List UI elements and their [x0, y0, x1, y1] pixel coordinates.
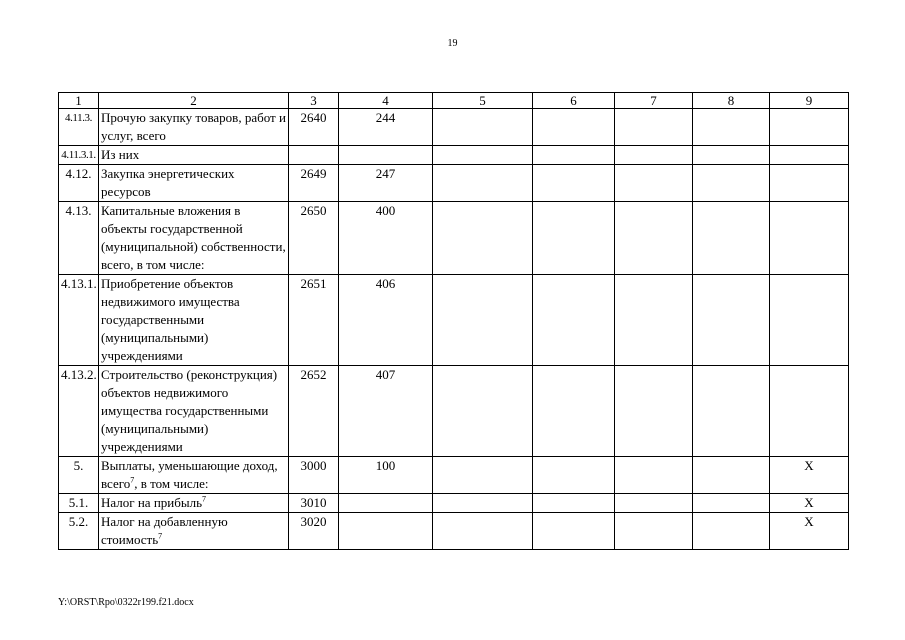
- row-name: [99, 109, 289, 146]
- header-cell: 8: [693, 93, 770, 109]
- value-cell: [433, 457, 533, 494]
- row-number: 4.13.1.: [59, 275, 99, 366]
- value-cell: [533, 146, 615, 165]
- table-body: [59, 109, 849, 550]
- value-cell: [693, 457, 770, 494]
- row-name: [99, 165, 289, 202]
- table-row: [59, 366, 849, 457]
- value-cell: [615, 146, 693, 165]
- value-cell: [533, 275, 615, 366]
- row-name: [99, 146, 289, 165]
- row-number: 4.11.3.1.: [59, 146, 99, 165]
- value-cell: [693, 165, 770, 202]
- value-cell: [615, 513, 693, 550]
- header-cell: 5: [433, 93, 533, 109]
- row-name-text: Из них: [101, 147, 140, 162]
- row-name: [99, 202, 289, 275]
- row-code: 2651: [289, 275, 339, 366]
- table-row: [59, 513, 849, 550]
- table-row: [59, 457, 849, 494]
- value-cell: [433, 366, 533, 457]
- row-number: 4.13.: [59, 202, 99, 275]
- value-cell: [693, 275, 770, 366]
- value-cell: [693, 366, 770, 457]
- row-number: 4.13.2.: [59, 366, 99, 457]
- value-cell: [615, 494, 693, 513]
- row-number: 5.1.: [59, 494, 99, 513]
- value-cell: [433, 513, 533, 550]
- row-name: [99, 366, 289, 457]
- row-kbk: [339, 146, 433, 165]
- value-cell: [615, 165, 693, 202]
- row-code: 2649: [289, 165, 339, 202]
- row-name: [99, 494, 289, 513]
- row-code: 3000: [289, 457, 339, 494]
- header-cell: 9: [770, 93, 849, 109]
- value-cell-col9: [770, 202, 849, 275]
- header-cell: 2: [99, 93, 289, 109]
- row-name-text: Прочую закупку товаров, работ и услуг, всего: [101, 110, 286, 143]
- value-cell: [693, 202, 770, 275]
- row-kbk: [339, 513, 433, 550]
- value-cell: [533, 457, 615, 494]
- table-row: [59, 146, 849, 165]
- value-cell: [433, 109, 533, 146]
- row-number: 4.12.: [59, 165, 99, 202]
- table-row: [59, 165, 849, 202]
- row-name-text: Капитальные вложения в объекты государственной (муниципальной) собственности, всего, в том числе:: [101, 203, 286, 272]
- row-code: 3010: [289, 494, 339, 513]
- table-row: [59, 494, 849, 513]
- table-row: [59, 109, 849, 146]
- value-cell: [533, 494, 615, 513]
- row-name: [99, 513, 289, 550]
- row-kbk: 400: [339, 202, 433, 275]
- row-code: 2650: [289, 202, 339, 275]
- row-code: 3020: [289, 513, 339, 550]
- value-cell: [693, 109, 770, 146]
- row-name-text: Закупка энергетических ресурсов: [101, 166, 235, 199]
- header-cell: 7: [615, 93, 693, 109]
- row-name-text: Приобретение объектов недвижимого имущества государственными (муниципальными) учреждениями: [101, 276, 240, 363]
- row-code: 2640: [289, 109, 339, 146]
- row-name: [99, 275, 289, 366]
- value-cell: [615, 366, 693, 457]
- value-cell: [533, 165, 615, 202]
- value-cell: [615, 275, 693, 366]
- value-cell-col9: X: [770, 513, 849, 550]
- value-cell: [693, 494, 770, 513]
- row-kbk: 407: [339, 366, 433, 457]
- row-name: [99, 457, 289, 494]
- row-name-text: Налог на добавленную стоимость: [101, 514, 228, 547]
- row-code: 2652: [289, 366, 339, 457]
- report-table: [58, 92, 849, 550]
- row-kbk: 244: [339, 109, 433, 146]
- row-name-text: Налог на прибыль: [101, 495, 202, 510]
- value-cell: [533, 513, 615, 550]
- header-cell: 6: [533, 93, 615, 109]
- row-number: 4.11.3.: [59, 109, 99, 146]
- value-cell: [533, 202, 615, 275]
- row-kbk: 247: [339, 165, 433, 202]
- value-cell: [533, 109, 615, 146]
- value-cell-col9: [770, 109, 849, 146]
- value-cell-col9: [770, 165, 849, 202]
- row-kbk: [339, 494, 433, 513]
- value-cell: [615, 109, 693, 146]
- footnote-marker: 7: [158, 531, 163, 541]
- table-row: [59, 275, 849, 366]
- header-cell: 4: [339, 93, 433, 109]
- value-cell: [693, 146, 770, 165]
- header-row: [59, 93, 849, 109]
- document-path: Y:\ORST\Rpo\0322r199.f21.docx: [58, 597, 194, 608]
- value-cell-col9: [770, 146, 849, 165]
- value-cell: [433, 165, 533, 202]
- value-cell: [615, 202, 693, 275]
- value-cell: [433, 202, 533, 275]
- value-cell-col9: X: [770, 457, 849, 494]
- header-cell: 3: [289, 93, 339, 109]
- row-name-text: Строительство (реконструкция) объектов недвижимого имущества государственными (муниципальными) учреждениями: [101, 367, 278, 454]
- value-cell: [533, 366, 615, 457]
- header-cell: 1: [59, 93, 99, 109]
- value-cell: [693, 513, 770, 550]
- page-number: 19: [447, 38, 458, 49]
- footnote-marker: 7: [130, 475, 135, 485]
- row-kbk: 406: [339, 275, 433, 366]
- row-name-tail: , в том числе:: [134, 476, 209, 491]
- row-name-text: Выплаты, уменьшающие доход, всего: [101, 458, 278, 491]
- value-cell: [433, 275, 533, 366]
- value-cell: [433, 146, 533, 165]
- footnote-marker: 7: [202, 494, 206, 504]
- table-row: [59, 202, 849, 275]
- value-cell: [615, 457, 693, 494]
- value-cell-col9: X: [770, 494, 849, 513]
- value-cell: [433, 494, 533, 513]
- value-cell-col9: [770, 275, 849, 366]
- row-number: 5.: [59, 457, 99, 494]
- row-kbk: 100: [339, 457, 433, 494]
- row-code: [289, 146, 339, 165]
- row-number: 5.2.: [59, 513, 99, 550]
- value-cell-col9: [770, 366, 849, 457]
